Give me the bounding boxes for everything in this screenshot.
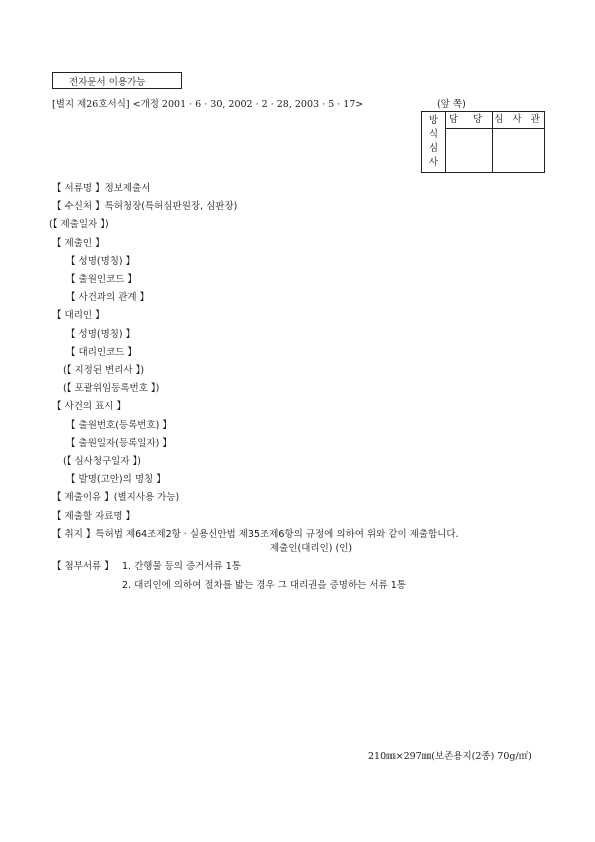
- form-field-line: 【 제출인 】: [52, 237, 105, 249]
- officer-header: 담 당: [445, 112, 493, 128]
- attachment-item-2: 2. 대리인에 의하여 절차를 밟는 경우 그 대리권을 증명하는 서류 1통: [122, 580, 406, 591]
- front-side-label: (앞 쪽): [437, 99, 466, 110]
- form-field-line: 【 서류명 】정보제출서: [52, 183, 151, 194]
- form-field-line: 【 발명(고안)의 명칭 】: [66, 474, 166, 486]
- attachments-label: 【 첨부서류 】: [52, 561, 114, 572]
- form-field-line: 【 사건의 표시 】: [52, 401, 126, 413]
- form-field-line: 【 성명(명칭) 】: [66, 255, 136, 267]
- form-field-line: 【 취지 】특허법 제64조제2항 · 실용신안법 제35조제6항의 규정에 의하여 위와 같이 제출합니다.: [52, 528, 459, 540]
- method-exam-label: 방 식 심 사: [422, 112, 446, 172]
- form-field-line: (【 포괄위임등록번호 】): [63, 383, 160, 395]
- signature-line: 제출인(대리인) (인): [270, 543, 353, 554]
- form-field-line: 【 제출이유 】(별지사용 가능): [52, 492, 180, 504]
- form-field-line: 【 성명(명칭) 】: [66, 328, 136, 340]
- form-field-line: 【 출원일자(등록일자) 】: [66, 437, 172, 449]
- form-field-line: 【 출원번호(등록번호) 】: [66, 419, 172, 431]
- attachment-item-1: 1. 간행물 등의 증거서류 1통: [122, 561, 241, 572]
- stamp-header-row: [445, 112, 544, 129]
- examiner-header: 심 사 관: [494, 114, 543, 125]
- form-field-line: (【 지정된 변리사 】): [63, 365, 145, 376]
- form-field-line: (【 제출일자 】): [49, 219, 109, 231]
- form-field-line: (【 심사청구일자 】): [63, 456, 142, 467]
- form-field-line: 【 제출할 자료명 】: [52, 510, 136, 522]
- form-field-line: 【 대리인코드 】: [66, 346, 137, 358]
- form-field-line: 【 대리인 】: [52, 310, 105, 322]
- examination-stamp-box: [421, 111, 545, 173]
- form-field-line: 【 수신처 】특허청장(특허심판원장, 심판장): [52, 201, 238, 213]
- form-number: [별지 제26호서식] <개정 2001 · 6 · 30, 2002 · 2 · 28, 2003 · 5 · 17>: [52, 99, 364, 110]
- electronic-document-label: [52, 72, 182, 89]
- electronic-label-text: 전자문서 이용가능: [69, 76, 146, 88]
- form-field-line: 【 사건과의 관계 】: [66, 292, 150, 304]
- stamp-divider: [492, 128, 493, 172]
- paper-spec-footer: 210㎜×297㎜(보존용지(2종) 70g/㎡): [368, 751, 532, 762]
- form-field-line: 【 출원인코드 】: [66, 274, 137, 285]
